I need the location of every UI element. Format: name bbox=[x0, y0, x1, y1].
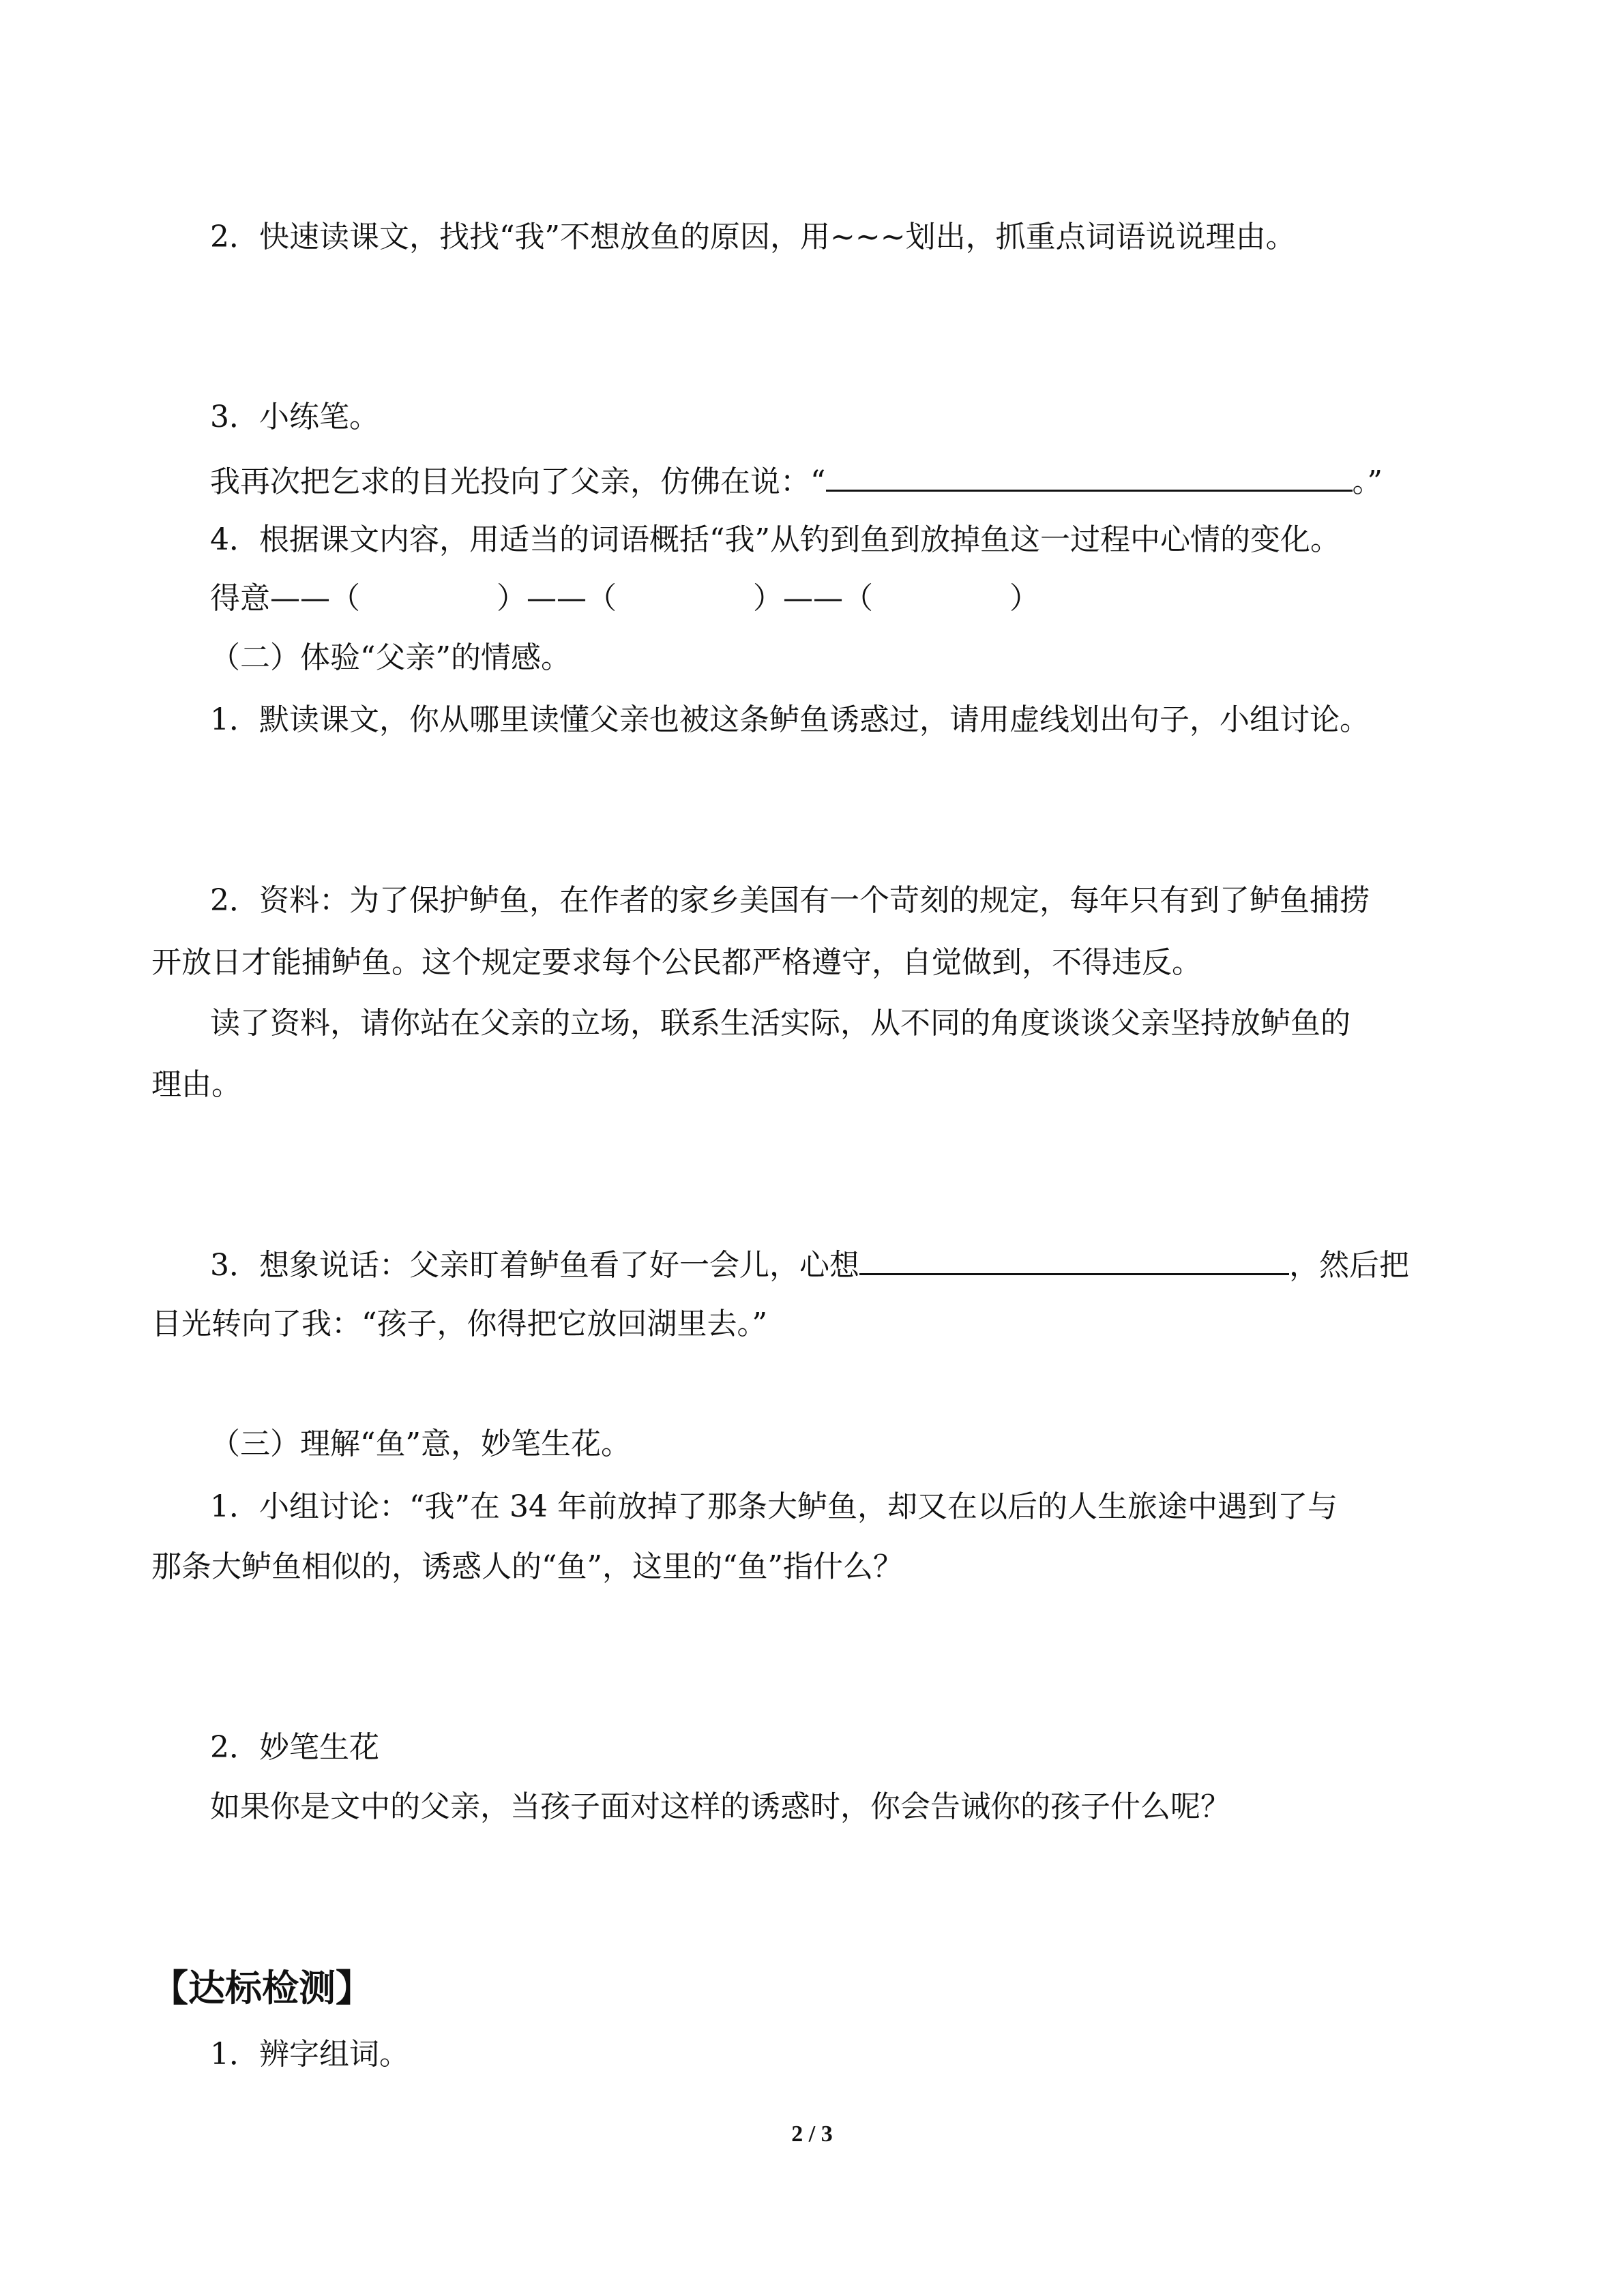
mood-chain-separator-2: ）——（ bbox=[753, 581, 873, 616]
answer-blank-plea[interactable] bbox=[826, 460, 1353, 492]
section-3-question-2-prompt: 如果你是文中的父亲，当孩子面对这样的诱惑时，你会告诫你的孩子什么呢？ bbox=[210, 1789, 1230, 1824]
question-3-prompt bbox=[210, 460, 1383, 503]
test-question-1: 1．辨字组词。 bbox=[210, 2037, 409, 2072]
section-2-question-3-start: 3．想象说话：父亲盯着鲈鱼看了好一会儿，心想 bbox=[210, 1248, 859, 1283]
section-2-question-2-line-4: 理由。 bbox=[151, 1067, 241, 1102]
test-heading: 【达标检测】 bbox=[151, 1967, 372, 2010]
section-2-question-3 bbox=[210, 1243, 1409, 1286]
section-2-question-2-line-2: 开放日才能捕鲈鱼。这个规定要求每个公民都严格遵守，自觉做到，不得违反。 bbox=[151, 945, 1202, 980]
mood-chain-start: 得意——（ bbox=[210, 581, 360, 616]
mood-chain-separator-1: ）——（ bbox=[497, 581, 617, 616]
section-2-title: （二）体验“父亲”的情感。 bbox=[210, 640, 571, 675]
question-2-fast-read: 2．快速读课文，找找“我”不想放鱼的原因，用~~~划出，抓重点词语说说理由。 bbox=[210, 220, 1296, 254]
section-2-question-3-line-2: 目光转向了我：“孩子，你得把它放回湖里去。” bbox=[151, 1307, 767, 1341]
section-2-question-1: 1．默读课文，你从哪里读懂父亲也被这条鲈鱼诱惑过，请用虚线划出句子，小组讨论。 bbox=[210, 702, 1370, 737]
question-4-text: 4．根据课文内容，用适当的词语概括“我”从钓到鱼到放掉鱼这一过程中心情的变化。 bbox=[210, 522, 1340, 557]
mood-chain-end: ） bbox=[1009, 581, 1039, 616]
section-3-title: （三）理解“鱼”意，妙笔生花。 bbox=[210, 1427, 631, 1461]
section-2-question-3-end: ，然后把 bbox=[1289, 1248, 1409, 1283]
section-3-question-2-title: 2．妙笔生花 bbox=[210, 1730, 379, 1765]
section-3-question-1-line-1: 1．小组讨论：“我”在 34 年前放掉了那条大鲈鱼，却又在以后的人生旅途中遇到了与 bbox=[210, 1489, 1338, 1524]
section-3-question-1-line-2: 那条大鲈鱼相似的，诱惑人的“鱼”，这里的“鱼”指什么？ bbox=[151, 1549, 903, 1584]
question-4-mood-chain bbox=[210, 578, 1039, 619]
question-3-prompt-end: 。” bbox=[1352, 464, 1383, 499]
section-2-question-2-line-3: 读了资料，请你站在父亲的立场，联系生活实际，从不同的角度谈谈父亲坚持放鲈鱼的 bbox=[210, 1006, 1350, 1041]
question-3-prompt-start: 我再次把乞求的目光投向了父亲，仿佛在说：“ bbox=[210, 464, 826, 499]
answer-blank-father-thought[interactable] bbox=[859, 1243, 1289, 1275]
section-2-question-2-line-1: 2．资料：为了保护鲈鱼，在作者的家乡美国有一个苛刻的规定，每年只有到了鲈鱼捕捞 bbox=[210, 883, 1370, 918]
question-3-title: 3．小练笔。 bbox=[210, 400, 379, 434]
page-number: 2 / 3 bbox=[791, 2121, 833, 2147]
